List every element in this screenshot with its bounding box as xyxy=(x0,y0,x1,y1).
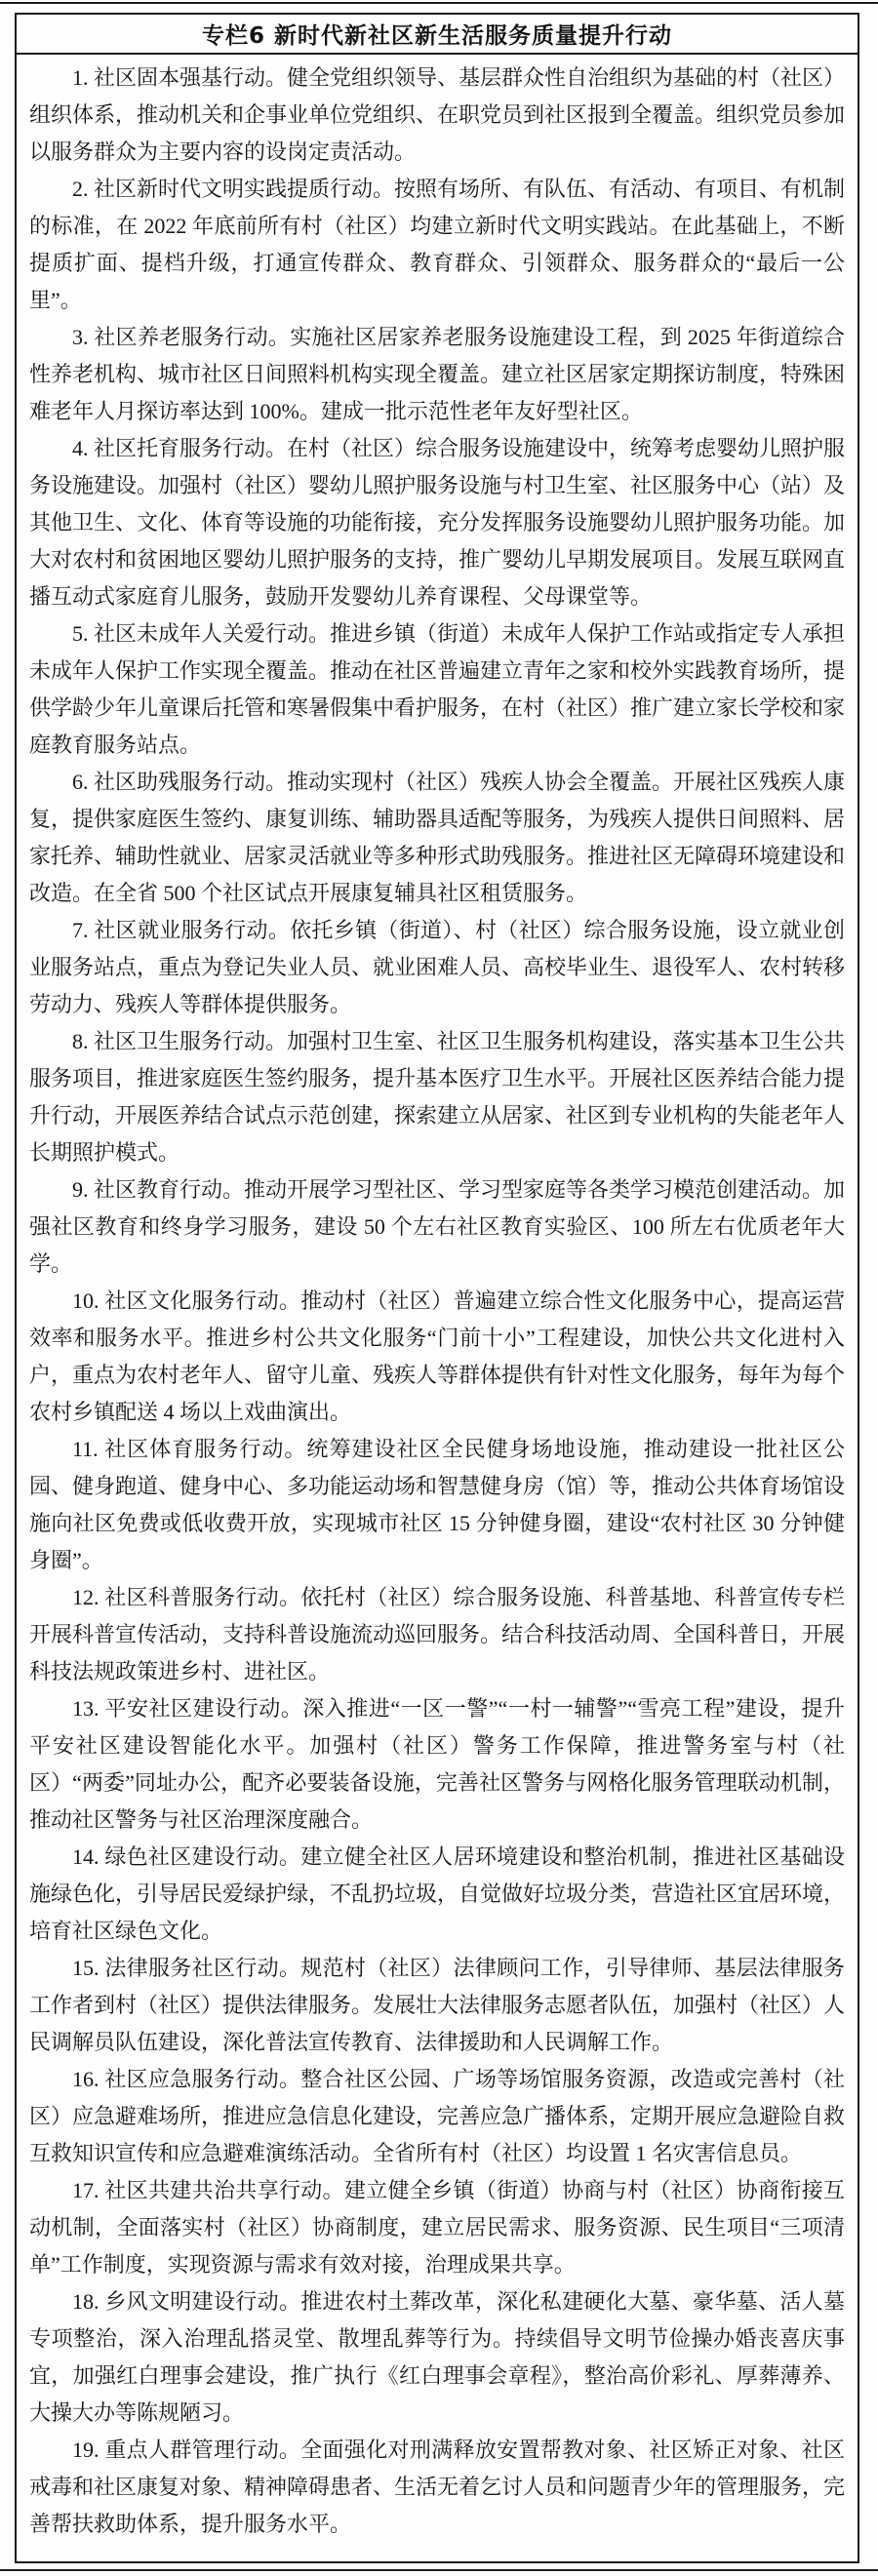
action-paragraph-14: 14. 绿色社区建设行动。建立健全社区人居环境建设和整治机制，推进社区基础设施绿色化，引导居民爱绿护绿，不乱扔垃圾，自觉做好垃圾分类，营造社区宜居环境，培育社区绿色文化。 xyxy=(29,1844,846,1943)
action-paragraph-15: 15. 法律服务社区行动。规范村（社区）法律顾问工作，引导律师、基层法律服务工作者到村（社区）提供法律服务。发展壮大法律服务志愿者队伍，加强村（社区）人民调解员队伍建设，深化普法宣传教育、法律援助和人民调解工作。 xyxy=(29,1956,846,2054)
action-paragraph-2: 2. 社区新时代文明实践提质行动。按照有场所、有队伍、有活动、有项目、有机制的标准，在 2022 年底前所有村（社区）均建立新时代文明实践站。在此基础上，不断提质扩面、提档升级，打通宣传群众、教育群众、引领群众、服务群众的“最后一公里”。 xyxy=(29,177,846,312)
top-divider-line xyxy=(0,2,878,4)
action-paragraph-19: 19. 重点人群管理行动。全面强化对刑满释放安置帮教对象、社区矫正对象、社区戒毒和社区康复对象、精神障碍患者、生活无着乞讨人员和问题青少年的管理服务，完善帮扶救助体系，提升服务水平。 xyxy=(29,2437,846,2536)
bottom-divider-line xyxy=(0,2569,878,2571)
panel-title-row xyxy=(17,15,858,55)
action-paragraph-6: 6. 社区助残服务行动。推动实现村（社区）残疾人协会全覆盖。开展社区残疾人康复，提供家庭医生签约、康复训练、辅助器具适配等服务，为残疾人提供日间照料、居家托养、辅助性就业、居家灵活就业等多种形式助残服务。推进社区无障碍环境建设和改造。在全省 500 个社区试点开展康复辅具社区租赁服务。 xyxy=(29,770,846,905)
action-paragraph-3: 3. 社区养老服务行动。实施社区居家养老服务设施建设工程，到 2025 年街道综合性养老机构、城市社区日间照料机构实现全覆盖。建立社区居家定期探访制度，特殊困难老年人月探访率达到 100%。建成一批示范性老年友好型社区。 xyxy=(29,325,846,423)
action-paragraph-18: 18. 乡风文明建设行动。推进农村土葬改革，深化私建硬化大墓、豪华墓、活人墓专项整治，深入治理乱搭灵堂、散埋乱葬等行为。持续倡导文明节俭操办婚丧喜庆事宜，加强红白理事会建设，推广执行《红白理事会章程》，整治高价彩礼、厚葬薄养、大操大办等陈规陋习。 xyxy=(29,2289,845,2425)
action-paragraph-7: 7. 社区就业服务行动。依托乡镇（街道）、村（社区）综合服务设施，设立就业创业服务站点，重点为登记失业人员、就业困难人员、高校毕业生、退役军人、农村转移劳动力、残疾人等群体提供服务。 xyxy=(29,918,846,1016)
action-paragraph-16: 16. 社区应急服务行动。整合社区公园、广场等场馆服务资源，改造或完善村（社区）应急避难场所，推进应急信息化建设，完善应急广播体系，定期开展应急避险自救互救知识宣传和应急避难演练活动。全省所有村（社区）均设置 1 名灾害信息员。 xyxy=(29,2067,846,2165)
action-paragraph-11: 11. 社区体育服务行动。统筹建设社区全民健身场地设施，推动建设一批社区公园、健身跑道、健身中心、多功能运动场和智慧健身房（馆）等，推动公共体育场馆设施向社区免费或低收费开放，实现城市社区 15 分钟健身圈，建设“农村社区 30 分钟健身圈”。 xyxy=(29,1437,846,1572)
action-paragraph-13: 13. 平安社区建设行动。深入推进“一区一警”“一村一辅警”“雪亮工程”建设，提升平安社区建设智能化水平。加强村（社区）警务工作保障，推进警务室与村（社区）“两委”同址办公，配齐必要装备设施，完善社区警务与网格化服务管理联动机制，推动社区警务与社区治理深度融合。 xyxy=(29,1696,845,1832)
panel-title: 专栏6 新时代新社区新生活服务质量提升行动 xyxy=(201,23,672,49)
action-paragraph-17: 17. 社区共建共治共享行动。建立健全乡镇（街道）协商与村（社区）协商衔接互动机制，全面落实村（社区）协商制度，建立居民需求、服务资源、民生项目“三项清单”工作制度，实现资源与需求有效对接，治理成果共享。 xyxy=(29,2178,845,2277)
panel-body xyxy=(17,55,858,2543)
action-paragraph-8: 8. 社区卫生服务行动。加强村卫生室、社区卫生服务机构建设，落实基本卫生公共服务项目，推进家庭医生签约服务，提升基本医疗卫生水平。开展社区医养结合能力提升行动，开展医养结合试点示范创建，探索建立从居家、社区到专业机构的失能老年人长期照护模式。 xyxy=(29,1029,846,1165)
action-paragraph-10: 10. 社区文化服务行动。推动村（社区）普遍建立综合性文化服务中心，提高运营效率和服务水平。推进乡村公共文化服务“门前十小”工程建设，加快公共文化进村入户，重点为农村老年人、留守儿童、残疾人等群体提供有针对性文化服务，每年为每个农村乡镇配送 4 场以上戏曲演出。 xyxy=(29,1288,846,1424)
action-paragraph-12: 12. 社区科普服务行动。依托村（社区）综合服务设施、科普基地、科普宣传专栏开展科普宣传活动，支持科普设施流动巡回服务。结合科技活动周、全国科普日，开展科技法规政策进乡村、进社区。 xyxy=(29,1585,846,1684)
action-paragraph-5: 5. 社区未成年人关爱行动。推进乡镇（街道）未成年人保护工作站或指定专人承担未成年人保护工作实现全覆盖。推动在社区普遍建立青年之家和校外实践教育场所，提供学龄少年儿童课后托管和寒暑假集中看护服务，在村（社区）推广建立家长学校和家庭教育服务站点。 xyxy=(29,621,846,757)
action-paragraph-1: 1. 社区固本强基行动。健全党组织领导、基层群众性自治组织为基础的村（社区）组织体系，推动机关和企事业单位党组织、在职党员到社区报到全覆盖。组织党员参加以服务群众为主要内容的设岗定责活动。 xyxy=(29,65,846,164)
action-paragraph-9: 9. 社区教育行动。推动开展学习型社区、学习型家庭等各类学习模范创建活动。加强社区教育和终身学习服务，建设 50 个左右社区教育实验区、100 所左右优质老年大学。 xyxy=(29,1177,846,1276)
action-paragraph-4: 4. 社区托育服务行动。在村（社区）综合服务设施建设中，统筹考虑婴幼儿照护服务设施建设。加强村（社区）婴幼儿照护服务设施与村卫生室、社区服务中心（站）及其他卫生、文化、体育等设施的功能衔接，充分发挥服务设施婴幼儿照护服务功能。加大对农村和贫困地区婴幼儿照护服务的支持，推广婴幼儿早期发展项目。发展互联网直播互动式家庭育儿服务，鼓励开发婴幼儿养育课程、父母课堂等。 xyxy=(29,436,846,609)
panel-box xyxy=(15,13,859,2563)
